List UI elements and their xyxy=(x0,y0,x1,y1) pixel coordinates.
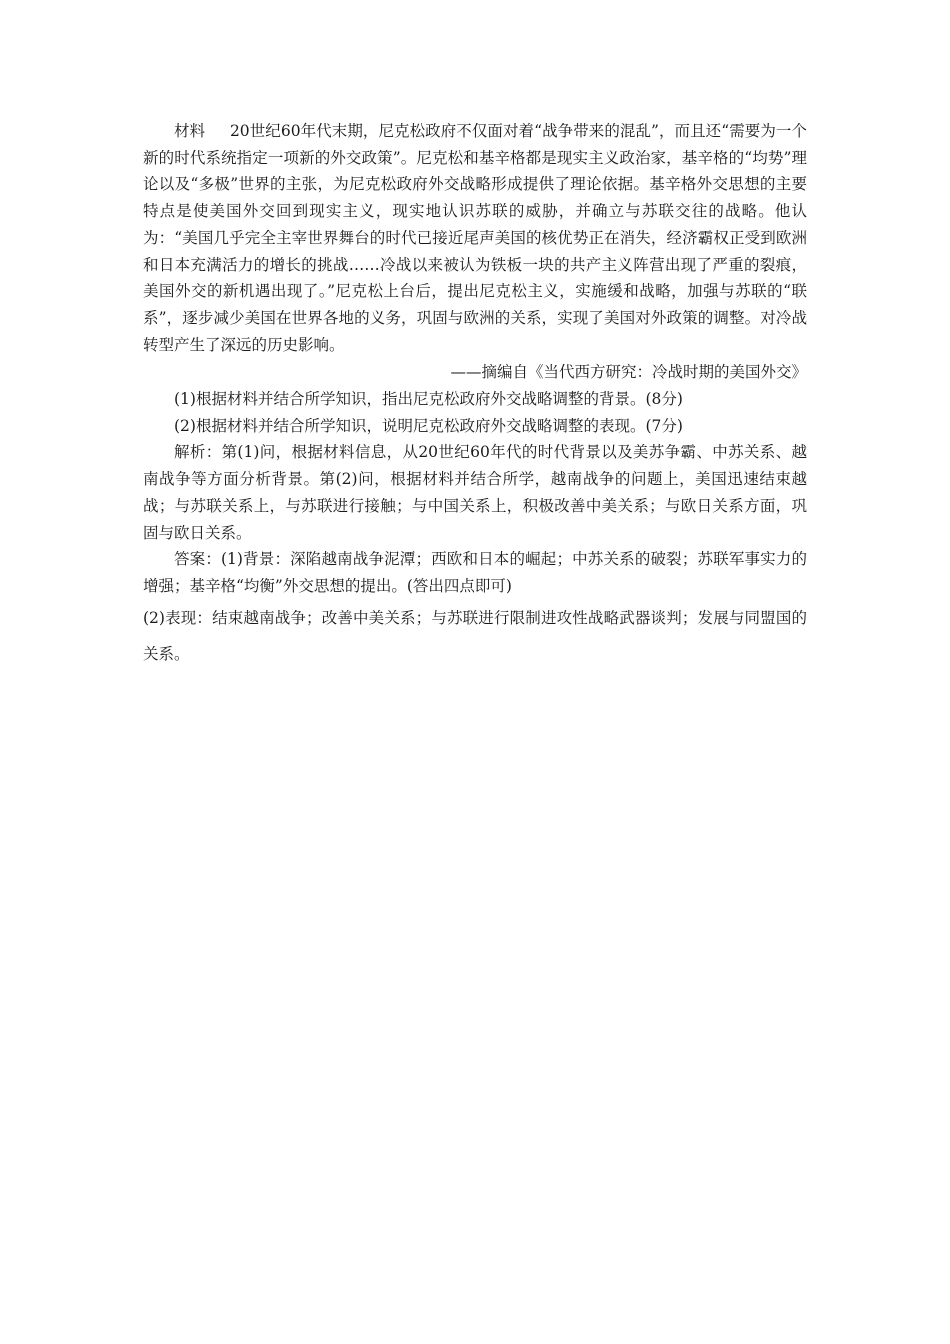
question-2: (2)根据材料并结合所学知识，说明尼克松政府外交战略调整的表现。(7分) xyxy=(174,416,683,435)
analysis-paragraph: 解析：第(1)问，根据材料信息，从20世纪60年代的时代背景以及美苏争霸、中苏关系、越南战争等方面分析背景。第(2)问，根据材料并结合所学，越南战争的问题上，美国迅速结束越战；与苏联关系上，与苏联进行接触；与中国关系上，积极改善中美关系；与欧日关系方面，巩固与欧日关系。 xyxy=(143,443,807,542)
material-label: 材料 xyxy=(174,122,206,140)
material-text: 20世纪60年代末期，尼克松政府不仅面对着“战争带来的混乱”，而且还“需要为一个新的时代系统指定一项新的外交政策”。尼克松和基辛格都是现实主义政治家，基辛格的“均势”理论以及“多极”世界的主张，为尼克松政府外交战略形成提供了理论依据。基辛格外交思想的主要特点是使美国外交回到现实主义，现实地认识苏联的威胁，并确立与苏联交往的战略。他认为：“美国几乎完全主宰世界舞台的时代已接近尾声美国的核优势正在消失，经济霸权正受到欧洲和日本充满活力的增长的挑战……冷战以来被认为铁板一块的共产主义阵营出现了严重的裂痕，美国外交的新机遇出现了。”尼克松上台后，提出尼克松主义，实施缓和战略，加强与苏联的“联系”，逐步减少美国在世界各地的义务，巩固与欧洲的关系，实现了美国对外政策的调整。对冷战转型产生了深远的历史影响。 xyxy=(143,122,807,354)
material-source: ——摘编自《当代西方研究：冷战时期的美国外交》 xyxy=(450,363,807,382)
question-1: (1)根据材料并结合所学知识，指出尼克松政府外交战略调整的背景。(8分) xyxy=(174,390,683,409)
answer-part-1: 答案：(1)背景：深陷越南战争泥潭；西欧和日本的崛起；中苏关系的破裂；苏联军事实力的增强；基辛格“均衡”外交思想的提出。(答出四点即可) xyxy=(143,550,807,595)
material-paragraph xyxy=(143,118,807,358)
answer-part-2: (2)表现：结束越南战争；改善中美关系；与苏联进行限制进攻性战略武器谈判；发展与同盟国的关系。 xyxy=(143,608,807,663)
document-page xyxy=(143,118,807,672)
